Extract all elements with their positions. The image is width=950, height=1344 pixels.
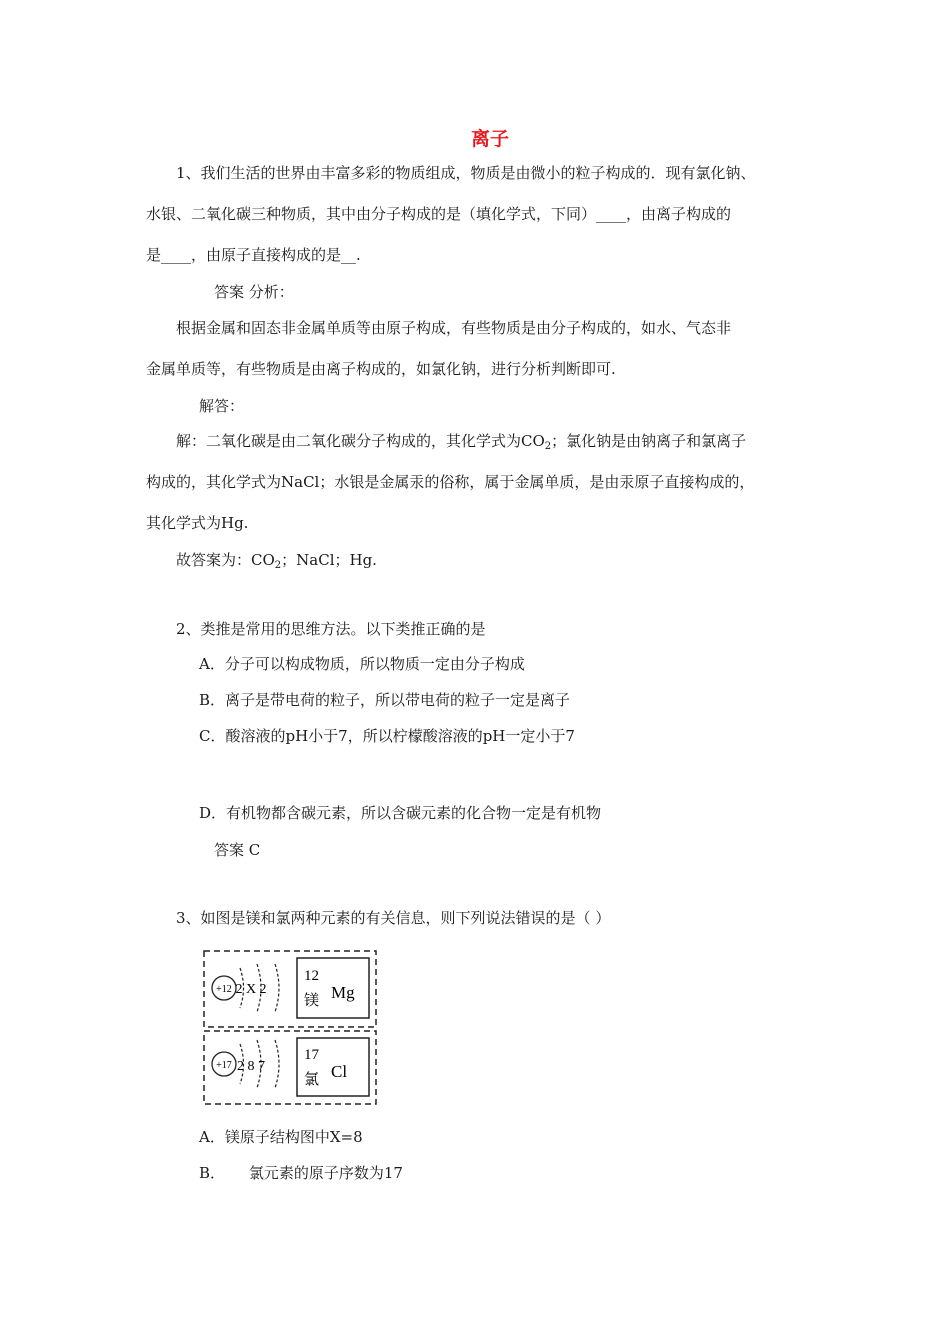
cl-element-name: 氯	[304, 1070, 320, 1088]
mg-shells-label: 2 X 2	[235, 982, 267, 997]
mg-element-name: 镁	[304, 991, 320, 1009]
q1-solution-line-2: 构成的，其化学式为NaCl；水银是金属汞的俗称，属于金属单质，是由汞原子直接构成的，	[146, 473, 755, 491]
q1-final-a: 故答案为：CO	[176, 551, 275, 569]
q1-stem-line-1: 1、我们生活的世界由丰富多彩的物质组成，物质是由微小的粒子构成的．现有氯化钠、	[176, 164, 756, 182]
q1-stem-line-2: 水银、二氧化碳三种物质，其中由分子构成的是（填化学式，下同）____，由离子构成的	[146, 205, 732, 223]
mg-atom-diagram	[212, 964, 279, 1012]
q3-stem: 3、如图是镁和氯两种元素的有关信息，则下列说法错误的是（ ）	[176, 909, 611, 927]
q1-analysis-line-1: 根据金属和固态非金属单质等由原子构成，有些物质是由分子构成的，如水、气态非	[176, 319, 732, 337]
q1-answer-heading: 答案 分析：	[214, 283, 294, 301]
q1-solution-line-3: 其化学式为Hg.	[146, 514, 249, 532]
cl-atom-diagram	[212, 1040, 279, 1088]
q1-stem-line-3: 是____，由原子直接构成的是__.	[146, 246, 361, 264]
q2-option-d: D．有机物都含碳元素，所以含碳元素的化合物一定是有机物	[199, 804, 602, 822]
cl-atomic-number: 17	[304, 1047, 319, 1063]
mg-symbol: Mg	[331, 983, 355, 1002]
page-title: 离子	[470, 128, 509, 150]
q2-option-c: C．酸溶液的pH小于7，所以柠檬酸溶液的pH一定小于7	[199, 727, 575, 745]
q1-final-subscript: 2	[274, 560, 282, 571]
q1-solution-heading: 解答：	[199, 397, 245, 415]
q1-solution-line-1	[176, 431, 746, 451]
element-info-figure	[203, 950, 377, 1106]
cl-shells-label: 2 8 7	[237, 1059, 265, 1074]
q2-answer: 答案 C	[214, 841, 261, 859]
cl-element-cell	[297, 1038, 369, 1096]
q1-solution-1a: 解：二氧化碳是由二氧化碳分子构成的，其化学式为CO	[176, 432, 545, 450]
mg-nucleus-label: +12	[216, 984, 232, 995]
cl-symbol: Cl	[331, 1062, 348, 1081]
q1-analysis-line-2: 金属单质等，有些物质是由离子构成的，如氯化钠，进行分析判断即可.	[146, 360, 616, 378]
q1-final-b: ；NaCl；Hg.	[281, 551, 377, 569]
q3-option-a: A．镁原子结构图中X=8	[199, 1128, 363, 1146]
cl-nucleus-label: +17	[216, 1060, 232, 1071]
mg-atomic-number: 12	[304, 968, 319, 984]
q1-solution-1b: ；氯化钠是由钠离子和氯离子	[551, 432, 747, 450]
q2-option-b: B．离子是带电荷的粒子，所以带电荷的粒子一定是离子	[199, 691, 571, 709]
q3-option-b: B． 氯元素的原子序数为17	[199, 1164, 403, 1182]
q1-final-answer	[176, 550, 377, 570]
q2-option-a: A．分子可以构成物质，所以物质一定由分子构成	[199, 655, 525, 673]
mg-element-cell	[297, 958, 369, 1018]
q1-solution-1-subscript: 2	[544, 441, 552, 452]
q2-stem: 2、类推是常用的思维方法。以下类推正确的是	[176, 620, 486, 638]
